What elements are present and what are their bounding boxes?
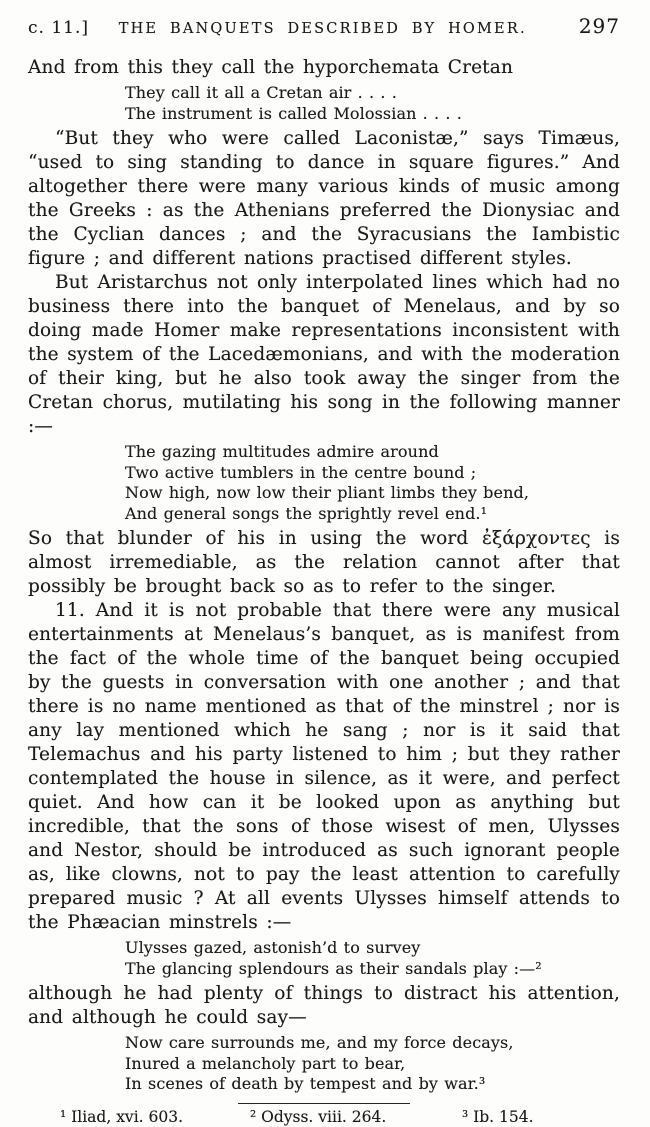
running-title: THE BANQUETS DESCRIBED BY HOMER. (118, 21, 527, 37)
verse-line: Now high, now low their pliant limbs they bend, (125, 483, 530, 502)
verse-line: The glancing splendours as their sandals play :—² (125, 958, 542, 978)
verse-block-tumblers (125, 442, 620, 524)
paragraph-although: although he had plenty of things to distract his attention, and although he could say— (28, 983, 620, 1028)
body-text (28, 56, 620, 1095)
footnote: ² Odyss. viii. 264. (250, 1107, 387, 1126)
footnote: ³ Ib. 154. (462, 1107, 534, 1126)
verse-line: The instrument is called Molossian . . . . (125, 103, 462, 123)
verse-block-cretan (125, 83, 620, 124)
verse-line: In scenes of death by tempest and by war.³ (125, 1074, 486, 1093)
paragraph-opening: And from this they call the hyporchemata Cretan (28, 57, 514, 78)
paragraph-aristarchus: But Aristarchus not only interpolated lines which had no business there into the banquet of Menelaus, and by so doing made Homer make representations inconsistent with the system of the Lacedæmonians, and with the moderation of their king, but he also took away the singer from the Cretan chorus, mutilating his song in the following manner :— (28, 272, 621, 437)
verse-line: Now care surrounds me, and my force decays, (125, 1033, 514, 1052)
paragraph-blunder: So that blunder of his in using the word ἐξάρχοντες is almost irremediable, as the relation cannot after that possibly be brought back so as to refer to the singer. (28, 528, 620, 597)
verse-line: And general songs the sprightly revel end.¹ (125, 503, 488, 523)
verse-line: Inured a melancholy part to bear, (125, 1053, 406, 1073)
verse-line: Two active tumblers in the centre bound ; (125, 462, 477, 482)
footnote-divider (238, 1103, 410, 1104)
footnotes (28, 1107, 620, 1127)
verse-line: They call it all a Cretan air . . . . (125, 83, 397, 102)
verse-line: The gazing multitudes admire around (125, 442, 439, 461)
footnote: ¹ Iliad, xvi. 603. (60, 1107, 184, 1126)
verse-line: Ulysses gazed, astonish’d to survey (125, 938, 421, 957)
chapter-marker: c. 11.] (28, 18, 89, 38)
paragraph-section-11: 11. And it is not probable that there were any musical entertainments at Menelaus’s banquet, as is manifest from the fact of the whole time of the banquet being occupied by the guests in conversation with one another ; and that there is no name mentioned as that of the minstrel ; nor is any lay mentioned which he sang ; nor is it said that Telemachus and his party listened to him ; but they rather contemplated the house in silence, as it were, and perfect quiet. And how can it be looked upon as anything but incredible, that the sons of those wisest of men, Ulysses and Nestor, should be introduced as such ignorant people as, like clowns, not to pay the least attention to carefully prepared music ? At all events Ulysses himself attends to the Phæacian minstrels :— (28, 600, 620, 933)
page-number: 297 (578, 14, 620, 38)
verse-block-ulysses-gazed (125, 938, 620, 979)
page-header (28, 14, 620, 38)
verse-block-now-care (125, 1033, 620, 1095)
paragraph-laconistae: “But they who were called Laconistæ,” says Timæus, “used to sing standing to dance in square figures.” And altogether there were many various kinds of music among the Greeks : as the Athenians preferred the Dionysiac and the Cyclian dances ; and the Syracusians the Iambistic figure ; and different nations practised different styles. (28, 128, 620, 269)
